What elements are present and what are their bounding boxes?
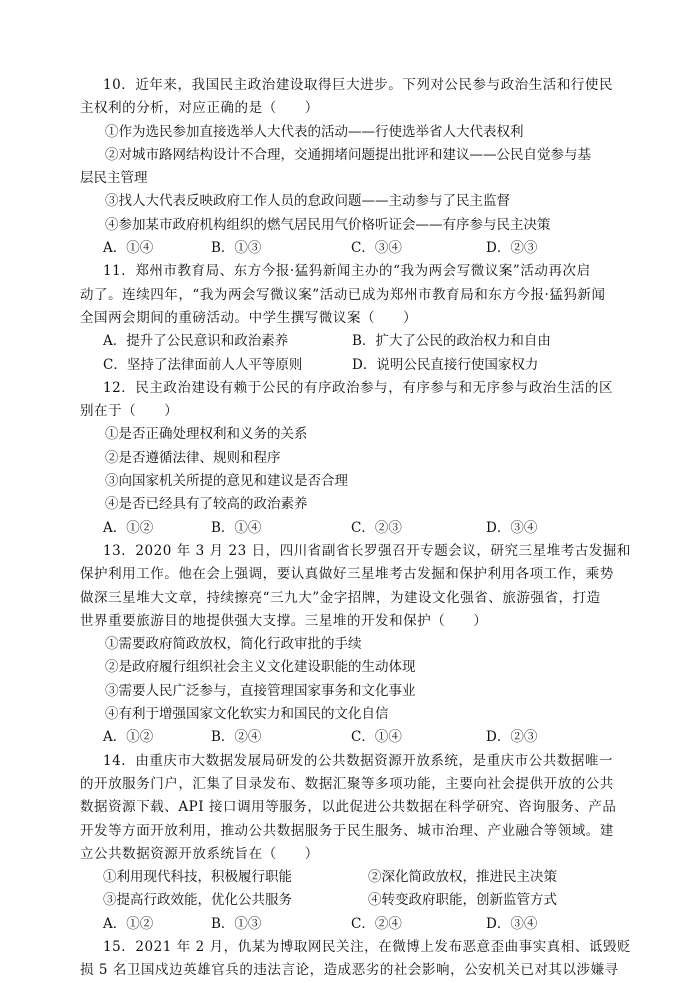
question-13	[80, 540, 631, 750]
option-c[interactable]: C．②③	[351, 519, 402, 536]
question-stem: 13．2020 年 3 月 23 日，四川省副省长罗强召开专题会议，研究三星堆考古发掘和	[103, 542, 631, 559]
question-stem: 损 5 名卫国戍边英雄官兵的违法言论，造成恶劣的社会影响，公安机关已对其以涉嫌寻	[80, 962, 619, 979]
answer-options	[103, 726, 581, 749]
option-c[interactable]: C．①④	[351, 729, 402, 746]
statement-2: ②深化简政放权，推进民主决策	[368, 869, 557, 886]
question-stem: 开发等方面开放利用，推动公共数据服务于民生服务、城市治理、产业融合等领域。建	[80, 822, 614, 839]
option-c[interactable]: C．②④	[351, 915, 402, 932]
answer-options	[103, 913, 581, 936]
option-c[interactable]: C．③④	[351, 240, 402, 257]
statement-1: ①是否正确处理权利和义务的关系	[105, 426, 308, 443]
option-a[interactable]: A．提升了公民意识和政治素养	[103, 333, 289, 350]
question-11	[80, 260, 606, 376]
question-stem: 做深三星堆大文章，持续擦亮“三九大”金字招牌，为建设文化强省、旅游强省，打造	[80, 589, 601, 606]
statement-4: ④参加某市政府机构组织的燃气居民用气价格听证会——有序参与民主决策	[105, 216, 551, 233]
question-stem: 全国两会期间的重磅活动。中学生撰写微议案（ ）	[80, 309, 418, 326]
statement-1: ①需要政府简政放权，简化行政审批的手续	[105, 636, 362, 653]
answer-options	[103, 237, 581, 260]
statement-3: ③提高行政效能，优化公共服务	[103, 892, 292, 909]
question-15	[80, 936, 632, 983]
question-stem: 世界重要旅游目的地提供强大支撑。三星堆的开发和保护（ ）	[80, 612, 488, 629]
question-stem: 11．郑州市教育局、东方今报·猛犸新闻主办的“我为两会写微议案”活动再次启	[103, 263, 591, 280]
option-b[interactable]: B．①③	[211, 915, 262, 932]
option-b[interactable]: B．②④	[211, 729, 262, 746]
option-b[interactable]: B．扩大了公民的政治权力和自由	[352, 333, 551, 350]
option-a[interactable]: A．①②	[103, 915, 154, 932]
statement-4: ④是否已经具有了较高的政治素养	[105, 496, 308, 513]
answer-options	[103, 330, 581, 353]
question-stem: 动了。连续四年，“我为两会写微议案”活动已成为郑州市教育局和东方今报·猛犸新闻	[80, 286, 606, 303]
question-list	[80, 74, 632, 983]
question-stem: 14．由重庆市大数据发展局研发的公共数据资源开放系统，是重庆市公共数据唯一	[103, 752, 614, 769]
statement-4: ④有利于增强国家文化软实力和国民的文化自信	[105, 706, 389, 723]
option-d[interactable]: D．说明公民直接行使国家权力	[352, 356, 539, 373]
statement-row	[103, 889, 581, 912]
statement-2: ②对城市路网结构设计不合理，交通拥堵问题提出批评和建议——公民自觉参与基	[105, 146, 591, 163]
question-stem: 15．2021 年 2 月，仇某为博取网民关注，在微博上发布恶意歪曲事实真相、诋毁贬	[103, 938, 632, 955]
option-b[interactable]: B．①③	[211, 240, 262, 257]
question-stem: 保护利用工作。他在会上强调，要认真做好三星堆考古发掘和保护利用各项工作，乘势	[80, 566, 614, 583]
statement-2-cont: 层民主管理	[80, 170, 148, 187]
question-14	[80, 750, 617, 936]
question-stem: 主权利的分析，对应正确的是（ ）	[80, 100, 319, 117]
option-d[interactable]: D．③④	[486, 519, 538, 536]
option-c[interactable]: C．坚持了法律面前人人平等原则	[103, 356, 303, 373]
option-a[interactable]: A．①②	[103, 729, 154, 746]
question-stem: 数据资源下载、API 接口调用等服务，以此促进公共数据在科学研究、咨询服务、产品	[80, 799, 617, 816]
option-b[interactable]: B．①④	[211, 519, 262, 536]
question-stem: 12．民主政治建设有赖于公民的有序政治参与，有序参与和无序参与政治生活的区	[103, 379, 614, 396]
question-12	[80, 377, 614, 540]
option-a[interactable]: A．①④	[103, 240, 154, 257]
option-d[interactable]: D．②③	[486, 240, 538, 257]
statement-2: ②是政府履行组织社会主义文化建设职能的生动体现	[105, 659, 416, 676]
question-stem: 立公共数据资源开放系统旨在（ ）	[80, 845, 319, 862]
statement-4: ④转变政府职能，创新监管方式	[368, 892, 557, 909]
option-d[interactable]: D．②③	[486, 729, 538, 746]
option-a[interactable]: A．①②	[103, 519, 154, 536]
statement-3: ③需要人民广泛参与，直接管理国家事务和文化事业	[105, 682, 416, 699]
option-d[interactable]: D．③④	[486, 915, 538, 932]
question-10	[80, 74, 614, 260]
statement-1: ①利用现代科技，积极履行职能	[103, 869, 292, 886]
question-stem: 别在于（ ）	[80, 403, 179, 420]
statement-3: ③向国家机关所提的意见和建议是否合理	[105, 473, 348, 490]
question-stem: 10．近年来，我国民主政治建设取得巨大进步。下列对公民参与政治生活和行使民	[103, 77, 614, 93]
statement-2: ②是否遵循法律、规则和程序	[105, 449, 281, 466]
answer-options	[103, 354, 581, 377]
question-stem: 的开放服务门户，汇集了目录发布、数据汇聚等多项功能，主要向社会提供开放的公共	[80, 775, 614, 792]
statement-1: ①作为选民参加直接选举人大代表的活动——行使选举省人大代表权利	[105, 123, 524, 140]
statement-row	[103, 866, 581, 889]
answer-options	[103, 517, 581, 540]
statement-3: ③找人大代表反映政府工作人员的怠政问题——主动参与了民主监督	[105, 193, 510, 210]
